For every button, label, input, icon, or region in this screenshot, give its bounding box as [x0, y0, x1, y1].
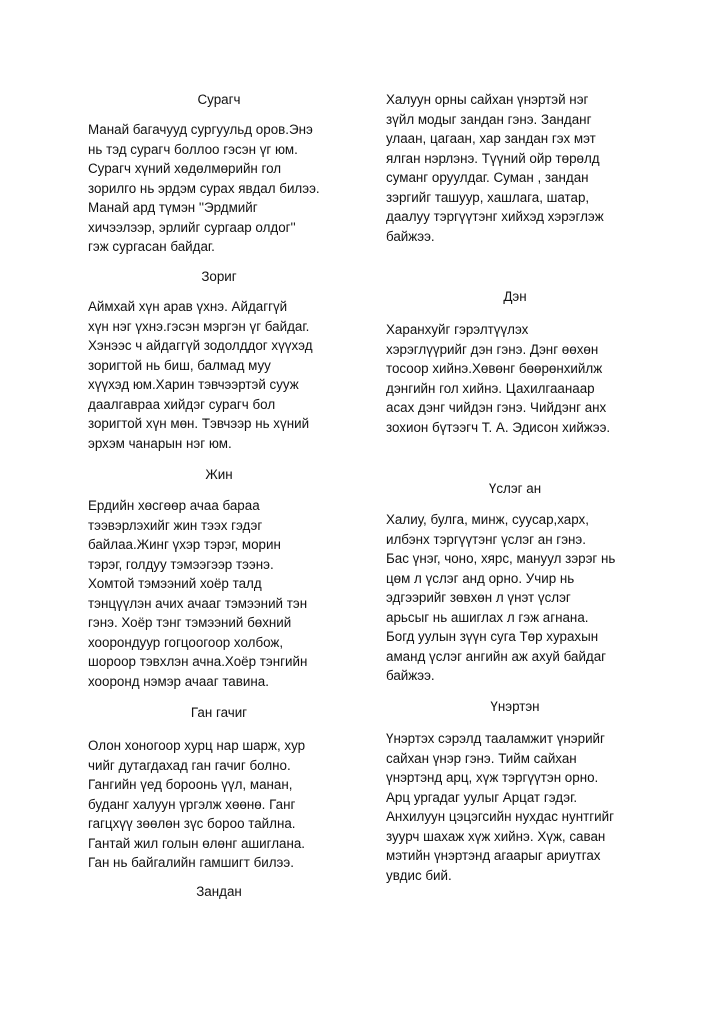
- paragraph-usleg-an: [386, 510, 615, 686]
- text-line: улаан, цагаан, хар зандан гэх мэт: [386, 131, 596, 146]
- text-line: Ердийн хөсгөөр ачаа бараа: [88, 498, 260, 513]
- text-line: байжээ.: [386, 668, 435, 683]
- text-line: даалгавраа хийдэг сурагч бол: [88, 396, 276, 412]
- text-line: хичээлээр, эрлийг сургаар олдог'': [88, 219, 296, 235]
- text-line: суманг оруулдаг. Суман , зандан: [386, 170, 589, 185]
- text-line: зоригтой хүн мөн. Тэвчээр нь хүний: [88, 416, 310, 431]
- text-line: эдгээрийг зөвхөн л үнэт үслэг: [386, 590, 571, 605]
- text-line: Үнэртэх сэрэлд тааламжит үнэрийг: [386, 731, 605, 746]
- text-line: тээвэрлэхийг жин тээх гэдэг: [88, 517, 263, 533]
- text-line: сайхан үнэр гэнэ. Тийм сайхан: [386, 750, 577, 766]
- text-line: Манай ард түмэн ''Эрдмийг: [88, 200, 258, 215]
- paragraph-zorig: [88, 297, 313, 453]
- text-line: үнэртэнд арц, хүж тэргүүтэн орно.: [386, 770, 599, 785]
- text-line: аманд үслэг ангийн аж ахуй байдаг: [386, 648, 607, 664]
- text-line: зохион бүтээгч Т. А. Эдисон хийжээ.: [386, 419, 611, 435]
- text-line: Манай багачууд сургуульд оров.Энэ: [88, 122, 313, 137]
- text-line: Анхилуун цэцэгсийн нухдас нунтгийг: [386, 809, 614, 824]
- paragraph-gan-gachig: [88, 736, 305, 873]
- text-line: байжээ.: [386, 228, 435, 244]
- text-line: тэрэг, голдуу тэмээгээр тээнэ.: [88, 556, 274, 572]
- paragraph-suragch: [88, 120, 320, 257]
- text-line: Халуун орны сайхан үнэртэй нэг: [386, 92, 589, 107]
- text-line: цөм л үслэг анд орно. Учир нь: [386, 570, 575, 586]
- heading-suragch: Сурагч: [197, 92, 241, 107]
- text-line: гагцхүү зөөлөн зүс бороо тайлна.: [88, 816, 296, 831]
- text-line: хооронд нэмэр ачааг тавина.: [88, 673, 269, 689]
- text-line: тэнцүүлэн ачих ачааг тэмээний тэн: [88, 595, 308, 611]
- heading-unerten: Үнэртэн: [490, 699, 540, 714]
- text-line: арьсыг нь ашиглах л гэж агнана.: [386, 609, 589, 625]
- heading-gan-gachig: Ган гачиг: [190, 705, 248, 720]
- text-line: зүйл модыг зандан гэнэ. Занданг: [386, 111, 592, 127]
- paragraph-jin: [88, 496, 307, 691]
- text-line: эрхэм чанарын нэг юм.: [88, 435, 232, 451]
- text-line: ялган нэрлэнэ. Түүний ойр төрөлд: [386, 150, 600, 166]
- text-line: увдис бий.: [386, 867, 452, 883]
- text-line: Гангийн үед бороонь үүл, манан,: [88, 777, 293, 792]
- text-line: зорилго нь эрдэм сурах явдал билээ.: [88, 180, 320, 196]
- heading-zandan: Зандан: [196, 884, 242, 899]
- text-line: Хомтой тэмээний хоёр талд: [88, 576, 262, 591]
- text-line: хэрэглүүрийг дэн гэнэ. Дэнг өөхөн: [386, 341, 599, 357]
- text-line: зуурч шахаж хүж хийнэ. Хүж, саван: [386, 828, 606, 844]
- heading-usleg-an: Үслэг ан: [488, 481, 542, 496]
- text-line: дэнгийн гол хийнэ. Цахилгаанаар: [386, 380, 595, 396]
- text-line: Хэнээс ч айдаггүй зодолддог хүүхэд: [88, 338, 313, 353]
- text-line: даалуу тэргүүтэнг хийхэд хэрэглэж: [386, 209, 604, 224]
- text-line: Арц ургадаг уулыг Арцат гэдэг.: [386, 789, 578, 805]
- text-line: асах дэнг чийдэн гэнэ. Чийдэнг анх: [386, 400, 607, 415]
- heading-den: Дэн: [503, 289, 527, 304]
- text-line: Ган нь байгалийн гамшигт билээ.: [88, 855, 294, 870]
- text-line: хүн нэг үхнэ.гэсэн мэргэн үг байдаг.: [88, 318, 310, 334]
- text-line: хүүхэд юм.Харин тэвчээртэй сууж: [88, 377, 299, 392]
- text-line: байлаа.Жинг үхэр тэрэг, морин: [88, 537, 281, 552]
- text-line: буданг халуун үргэлж хөөнө. Ганг: [88, 796, 296, 812]
- text-line: зоригтой нь биш, балмад муу: [88, 357, 271, 373]
- heading-jin: Жин: [205, 467, 233, 482]
- paragraph-zandan: [386, 90, 604, 246]
- text-line: Богд уулын зүүн суга Төр хурахын: [386, 629, 599, 644]
- text-line: тосоор хийнэ.Хөвөнг бөөрөнхийлж: [386, 361, 603, 376]
- text-line: илбэнх тэргүүтэнг үслэг ан гэнэ.: [386, 531, 586, 547]
- text-line: Сурагч хүний хөдөлмөрийн гол: [88, 161, 282, 176]
- text-line: чийг дутагдахад ган гачиг болно.: [88, 757, 291, 773]
- text-line: зэргийг ташуур, хашлага, шатар,: [386, 189, 590, 205]
- paragraph-den: [386, 320, 610, 437]
- heading-zorig: Зориг: [201, 269, 237, 284]
- text-line: хоорондуур гогцоогоор холбож,: [88, 634, 284, 650]
- text-line: Харанхуйг гэрэлтүүлэх: [386, 322, 529, 337]
- text-line: гэнэ. Хоёр тэнг тэмээний бөхний: [88, 615, 292, 630]
- text-line: мэтийн үнэртэнд агаарыг ариутгах: [386, 848, 601, 863]
- text-line: Аймхай хүн арав үхнэ. Айдаггүй: [88, 299, 288, 314]
- text-line: гэж сургасан байдаг.: [88, 239, 215, 254]
- text-line: нь тэд сурагч боллоо гэсэн үг юм.: [88, 141, 298, 157]
- paragraph-unerten: [386, 729, 614, 885]
- text-line: шороор тэвхлэн ачна.Хоёр тэнгийн: [88, 654, 308, 669]
- text-line: Бас үнэг, чоно, хярс, мануул зэрэг нь: [386, 551, 616, 566]
- text-line: Олон хоногоор хурц нар шарж, хур: [88, 738, 306, 753]
- text-line: Гантай жил голын өлөнг ашиглана.: [88, 835, 306, 851]
- text-line: Халиу, булга, минж, суусар,харх,: [386, 512, 589, 527]
